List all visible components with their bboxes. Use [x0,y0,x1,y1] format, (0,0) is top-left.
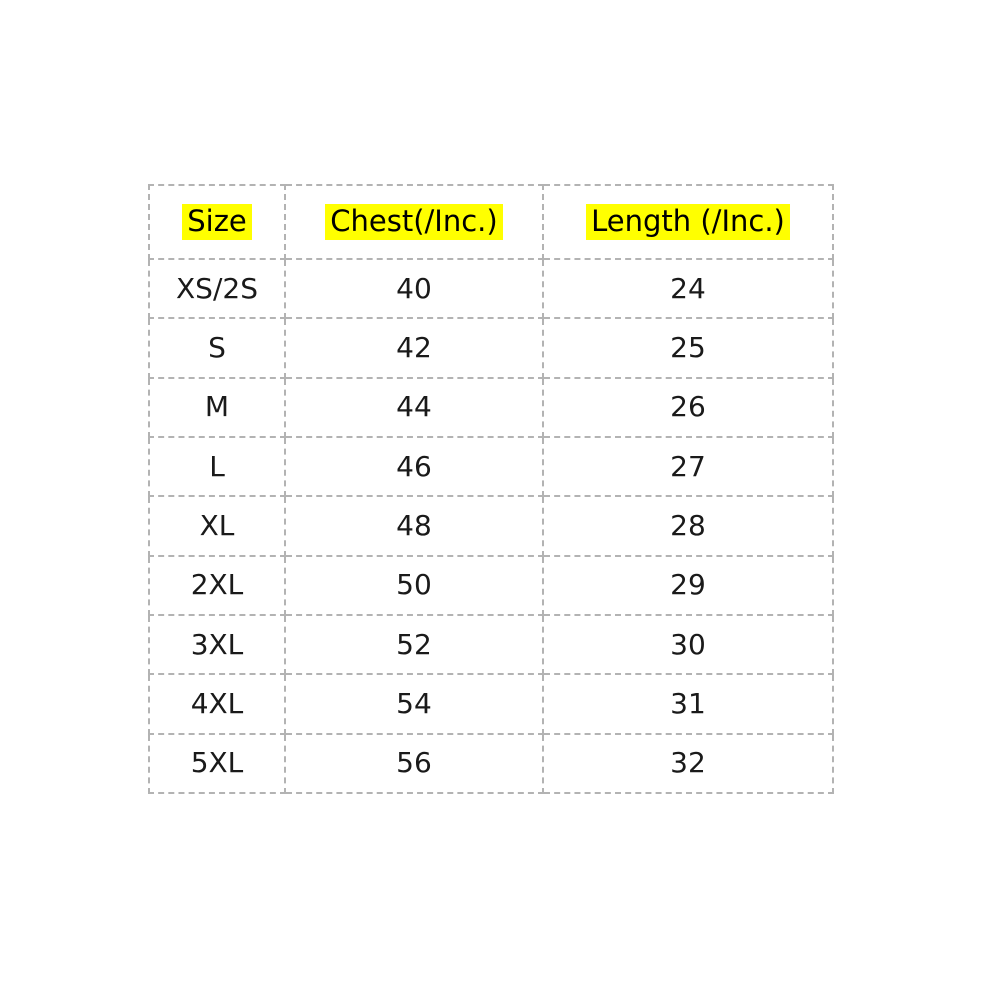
cell-length: 32 [543,734,833,793]
table-row [149,615,833,674]
table-row [149,378,833,437]
column-header-size [149,185,285,259]
cell-size: M [149,378,285,437]
size-chart-table-container [148,184,832,794]
cell-size: 5XL [149,734,285,793]
table-row [149,437,833,496]
cell-chest: 48 [285,496,543,555]
size-chart-table [148,184,834,794]
cell-chest: 40 [285,259,543,318]
column-header-size-label: Size [182,204,252,240]
cell-chest: 54 [285,674,543,733]
cell-size: XL [149,496,285,555]
cell-size: 3XL [149,615,285,674]
column-header-chest [285,185,543,259]
table-row [149,496,833,555]
table-body [149,259,833,793]
cell-size: L [149,437,285,496]
column-header-length [543,185,833,259]
cell-length: 31 [543,674,833,733]
cell-chest: 52 [285,615,543,674]
table-header [149,185,833,259]
cell-chest: 44 [285,378,543,437]
cell-length: 30 [543,615,833,674]
cell-length: 28 [543,496,833,555]
table-header-row [149,185,833,259]
cell-length: 29 [543,556,833,615]
cell-chest: 42 [285,318,543,377]
cell-length: 27 [543,437,833,496]
cell-chest: 56 [285,734,543,793]
cell-size: S [149,318,285,377]
cell-chest: 50 [285,556,543,615]
table-row [149,259,833,318]
column-header-chest-label: Chest(/Inc.) [325,204,502,240]
table-row [149,556,833,615]
cell-length: 25 [543,318,833,377]
cell-size: 2XL [149,556,285,615]
column-header-length-label: Length (/Inc.) [586,204,790,240]
cell-size: 4XL [149,674,285,733]
table-row [149,318,833,377]
cell-size: XS/2S [149,259,285,318]
table-row [149,734,833,793]
cell-length: 24 [543,259,833,318]
table-row [149,674,833,733]
cell-length: 26 [543,378,833,437]
cell-chest: 46 [285,437,543,496]
